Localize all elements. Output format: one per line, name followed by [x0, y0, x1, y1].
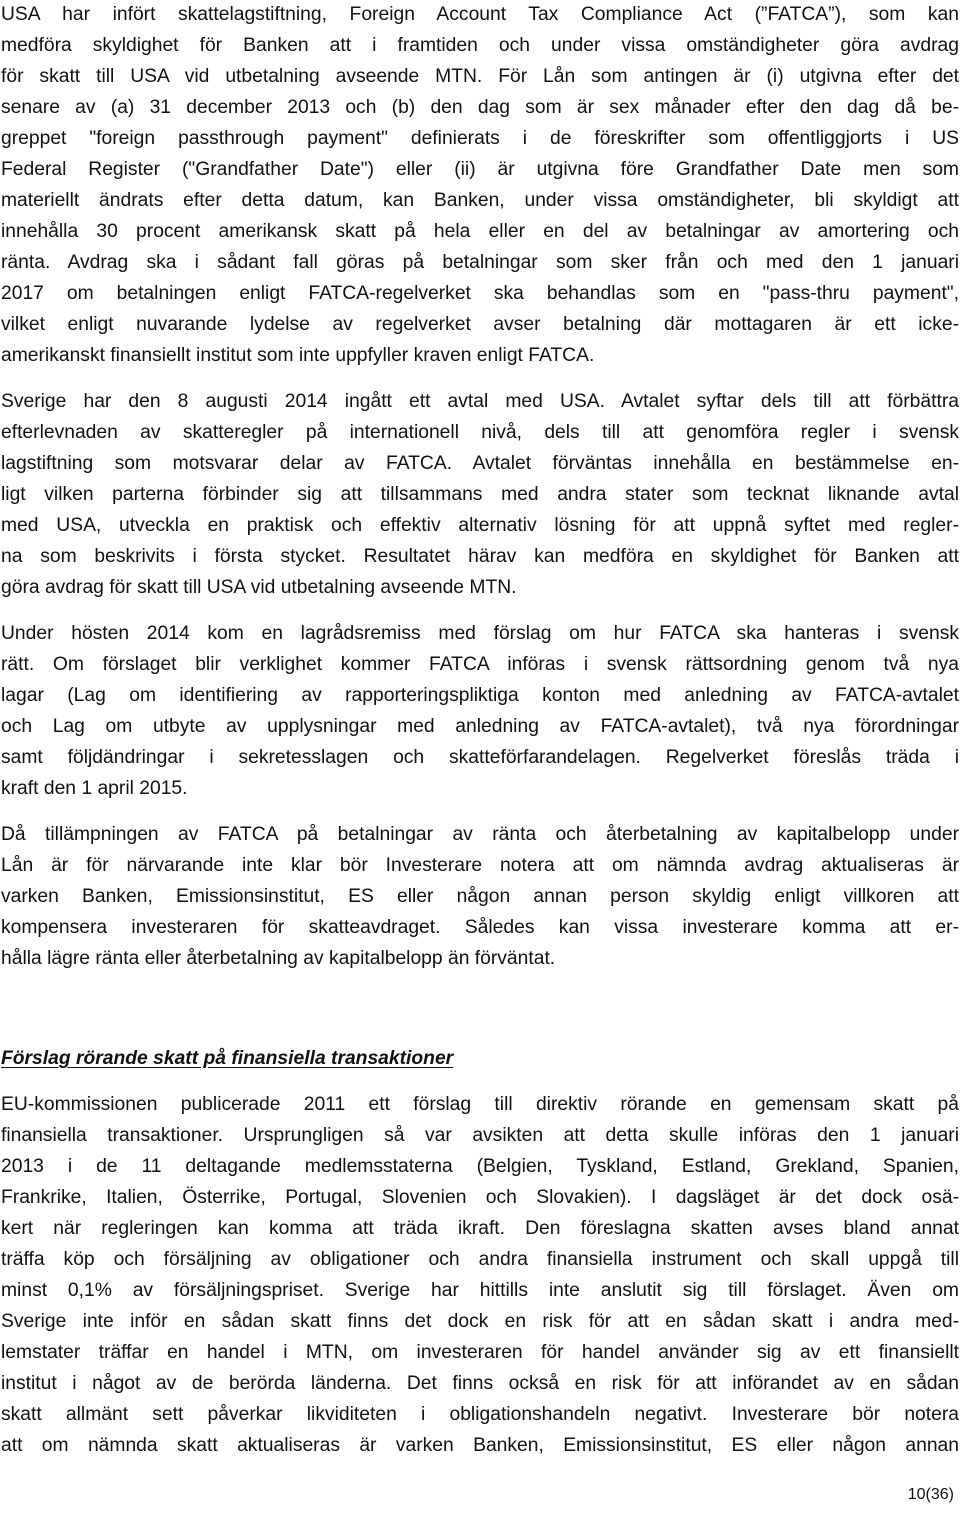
text-line: efterlevnaden av skatteregler på internationell nivå, dels till att genomföra regler i svensk — [1, 422, 959, 443]
text-line: Lån är för närvarande inte klar bör Investerare notera att om nämnda avdrag aktualiseras är — [1, 855, 959, 876]
text-line: Sverige har den 8 augusti 2014 ingått ett avtal med USA. Avtalet syftar dels till att förbättra — [1, 391, 959, 412]
paragraph-fatca-intro — [1, 0, 959, 371]
page-number: 10(36) — [907, 1486, 954, 1503]
text-line: institut i något av de berörda länderna. Det finns också en risk för att införandet av en sådan — [1, 1373, 959, 1394]
text-line: ränta. Avdrag ska i sådant fall göras på betalningar som sker från och med den 1 januari — [1, 252, 959, 273]
section-spacer — [1, 974, 959, 1043]
text-line: och Lag om utbyte av upplysningar med anledning av FATCA-avtalet), två nya förordningar — [1, 716, 959, 737]
text-line: innehålla 30 procent amerikansk skatt på hela eller en del av betalningar av amortering och — [1, 221, 959, 242]
text-line: med USA, utveckla en praktisk och effektiv alternativ lösning för att uppnå syftet med regler- — [1, 515, 959, 536]
text-line: samt följdändringar i sekretesslagen och skatteförfarandelagen. Regelverket föreslås träda i — [1, 747, 959, 768]
paragraph-fatca-application — [1, 819, 959, 974]
text-line: kert när regleringen kan komma att träda ikraft. Den föreslagna skatten avses bland annat — [1, 1218, 959, 1239]
text-line: na som beskrivits i första stycket. Resultatet härav kan medföra en skyldighet för Banken att — [1, 546, 959, 567]
text-line: minst 0,1% av försäljningspriset. Sverige har hittills inte anslutit sig till förslaget. Även om — [1, 1280, 959, 1301]
text-line: lagstiftning som motsvarar delar av FATCA. Avtalet förväntas innehålla en bestämmelse en- — [1, 453, 959, 474]
text-line: träffa köp och försäljning av obligationer och andra finansiella instrument och skall uppgå till — [1, 1249, 959, 1270]
text-line: hålla lägre ränta eller återbetalning av kapitalbelopp än förväntat. — [1, 948, 556, 969]
section-heading: Förslag rörande skatt på finansiella transaktioner — [1, 1048, 454, 1069]
text-line: amerikanskt finansiellt institut som inte uppfyller kraven enligt FATCA. — [1, 345, 595, 366]
paragraph-spacer — [1, 371, 959, 386]
text-line: finansiella transaktioner. Ursprungligen så var avsikten att detta skulle införas den 1 januari — [1, 1125, 959, 1146]
text-line: rätt. Om förslaget blir verklighet kommer FATCA införas i svensk rättsordning genom två nya — [1, 654, 959, 675]
text-line: greppet "foreign passthrough payment" definierats i de föreskrifter som offentliggjorts i US — [1, 128, 959, 149]
text-line: senare av (a) 31 december 2013 och (b) den dag som är sex månader efter den dag då be- — [1, 97, 959, 118]
text-line: ligt vilken parterna förbinder sig att tillsammans med andra stater som tecknat liknande avtal — [1, 484, 959, 505]
paragraph-sweden-agreement — [1, 386, 959, 603]
text-line: medföra skyldighet för Banken att i framtiden och under vissa omständigheter göra avdrag — [1, 35, 959, 56]
document-page — [1, 0, 959, 1461]
text-line: varken Banken, Emissionsinstitut, ES eller någon annan person skyldig enligt villkoren att — [1, 886, 959, 907]
paragraph-spacer — [1, 603, 959, 618]
text-line: Under hösten 2014 kom en lagrådsremiss med förslag om hur FATCA ska hanteras i svensk — [1, 623, 959, 644]
text-line: för skatt till USA vid utbetalning avseende MTN. För Lån som antingen är (i) utgivna efter det — [1, 66, 959, 87]
text-line: Då tillämpningen av FATCA på betalningar av ränta och återbetalning av kapitalbelopp under — [1, 824, 959, 845]
text-line: lagar (Lag om identifiering av rapporteringspliktiga konton med anledning av FATCA-avtalet — [1, 685, 959, 706]
text-line: att om nämnda skatt aktualiseras är varken Banken, Emissionsinstitut, ES eller någon annan — [1, 1435, 959, 1456]
text-line: USA har infört skattelagstiftning, Foreign Account Tax Compliance Act (”FATCA”), som kan — [1, 4, 959, 25]
text-line: kraft den 1 april 2015. — [1, 778, 188, 799]
text-line: EU-kommissionen publicerade 2011 ett förslag till direktiv rörande en gemensam skatt på — [1, 1094, 959, 1115]
text-line: Frankrike, Italien, Österrike, Portugal, Slovenien och Slovakien). I dagsläget är det dock osä- — [1, 1187, 959, 1208]
text-line: Federal Register ("Grandfather Date") eller (ii) är utgivna före Grandfather Date men som — [1, 159, 959, 180]
text-line: 2017 om betalningen enligt FATCA-regelverket ska behandlas som en "pass-thru payment", — [1, 283, 959, 304]
text-line: göra avdrag för skatt till USA vid utbetalning avseende MTN. — [1, 577, 517, 598]
text-line: kompensera investeraren för skatteavdraget. Således kan vissa investerare komma att er- — [1, 917, 959, 938]
text-line: lemstater träffar en handel i MTN, om investeraren för handel använder sig av ett finansiellt — [1, 1342, 959, 1363]
text-line: vilket enligt nuvarande lydelse av regelverket avser betalning där mottagaren är ett icke- — [1, 314, 959, 335]
text-line: skatt allmänt sett påverkar likviditeten i obligationshandeln negativt. Investerare bör notera — [1, 1404, 959, 1425]
text-line: 2013 i de 11 deltagande medlemsstaterna (Belgien, Tyskland, Estland, Grekland, Spanien, — [1, 1156, 959, 1177]
heading-spacer — [1, 1074, 959, 1089]
text-line: Sverige inte inför en sådan skatt finns det dock en risk för att en sådan skatt i andra med- — [1, 1311, 959, 1332]
text-line: materiellt ändrats efter detta datum, kan Banken, under vissa omständigheter, bli skyldigt att — [1, 190, 959, 211]
paragraph-spacer — [1, 804, 959, 819]
paragraph-lagradsremiss — [1, 618, 959, 804]
paragraph-financial-transaction-tax — [1, 1089, 959, 1461]
